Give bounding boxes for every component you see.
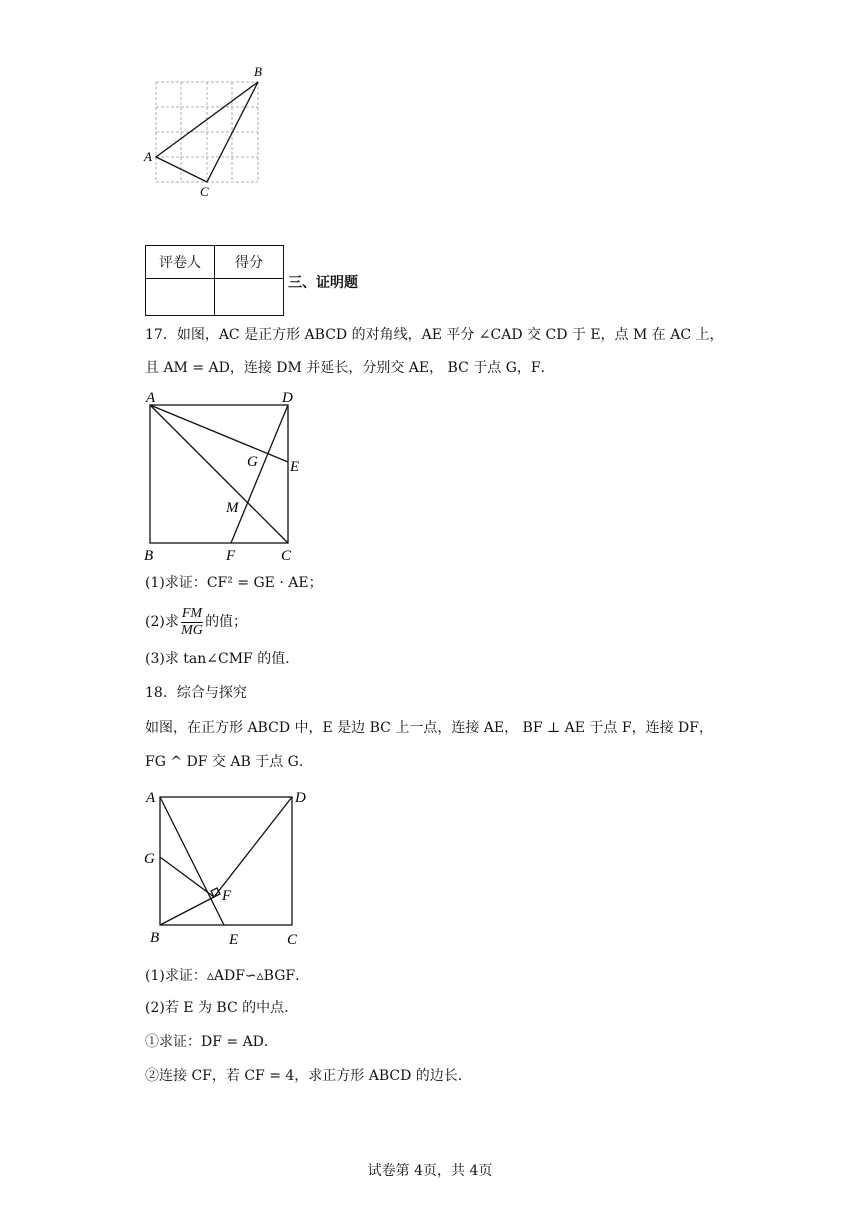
score-table-header-grader: 评卷人 xyxy=(146,246,215,279)
q18-part1: (1)求证：▵ADF∽▵BGF． xyxy=(145,968,310,984)
label-a: A xyxy=(144,149,152,164)
q17-fraction-denominator: MG xyxy=(181,622,203,638)
q18-square-figure xyxy=(140,785,320,950)
q18-label-a: A xyxy=(146,790,156,806)
q17-label-g: G xyxy=(247,454,258,470)
q18-line1: 如图，在正方形 ABCD 中，E 是边 BC 上一点，连接 AE， BF ⊥ AE 于点 F，连接 DF， xyxy=(145,720,713,736)
score-table-header-score: 得分 xyxy=(215,246,284,279)
q17-part2-prefix: (2)求 xyxy=(145,614,179,630)
q18-title: 18．综合与探究 xyxy=(145,685,247,701)
q18-line2: FG ^ DF 交 AB 于点 G． xyxy=(145,754,313,770)
grid-triangle-figure xyxy=(140,60,280,200)
q17-label-c: C xyxy=(281,548,292,564)
score-table-cell-grader xyxy=(146,279,215,316)
q17-part1: (1)求证：CF² = GE · AE； xyxy=(145,575,323,591)
q17-fraction xyxy=(181,606,203,639)
q17-label-a: A xyxy=(146,390,156,406)
q18-part2a: ①求证：DF = AD． xyxy=(145,1034,278,1050)
page-footer: 试卷第 4页，共 4页 xyxy=(367,1163,493,1179)
q18-label-g: G xyxy=(144,851,155,867)
label-b: B xyxy=(254,64,262,79)
q17-label-d: D xyxy=(282,390,293,406)
q18-label-d: D xyxy=(295,790,306,806)
score-table xyxy=(145,245,284,316)
q17-square-figure xyxy=(140,385,315,565)
q18-part2: (2)若 E 为 BC 的中点． xyxy=(145,1000,299,1016)
label-c: C xyxy=(200,184,209,199)
q18-label-c: C xyxy=(287,932,298,948)
q17-fraction-numerator: FM xyxy=(181,605,203,621)
q17-part3: (3)求 tan∠CMF 的值． xyxy=(145,651,300,667)
q18-part2b: ②连接 CF，若 CF = 4，求正方形 ABCD 的边长． xyxy=(145,1068,472,1084)
q17-label-b: B xyxy=(144,548,154,564)
q18-label-b: B xyxy=(150,930,160,946)
section-title: 三、证明题 xyxy=(288,275,358,291)
q17-line1: 17．如图，AC 是正方形 ABCD 的对角线，AE 平分 ∠CAD 交 CD 于 E，点 M 在 AC 上， xyxy=(145,327,724,343)
q18-label-e: E xyxy=(229,932,239,948)
q17-label-m: M xyxy=(226,500,239,516)
q17-line2: 且 AM = AD，连接 DM 并延长，分别交 AE， BC 于点 G，F． xyxy=(145,360,555,376)
q17-part2 xyxy=(145,604,247,640)
q18-label-f: F xyxy=(222,888,232,904)
q17-label-e: E xyxy=(290,459,300,475)
score-table-cell-score xyxy=(215,279,284,316)
q17-part2-suffix: 的值； xyxy=(205,614,248,630)
q17-label-f: F xyxy=(226,548,236,564)
